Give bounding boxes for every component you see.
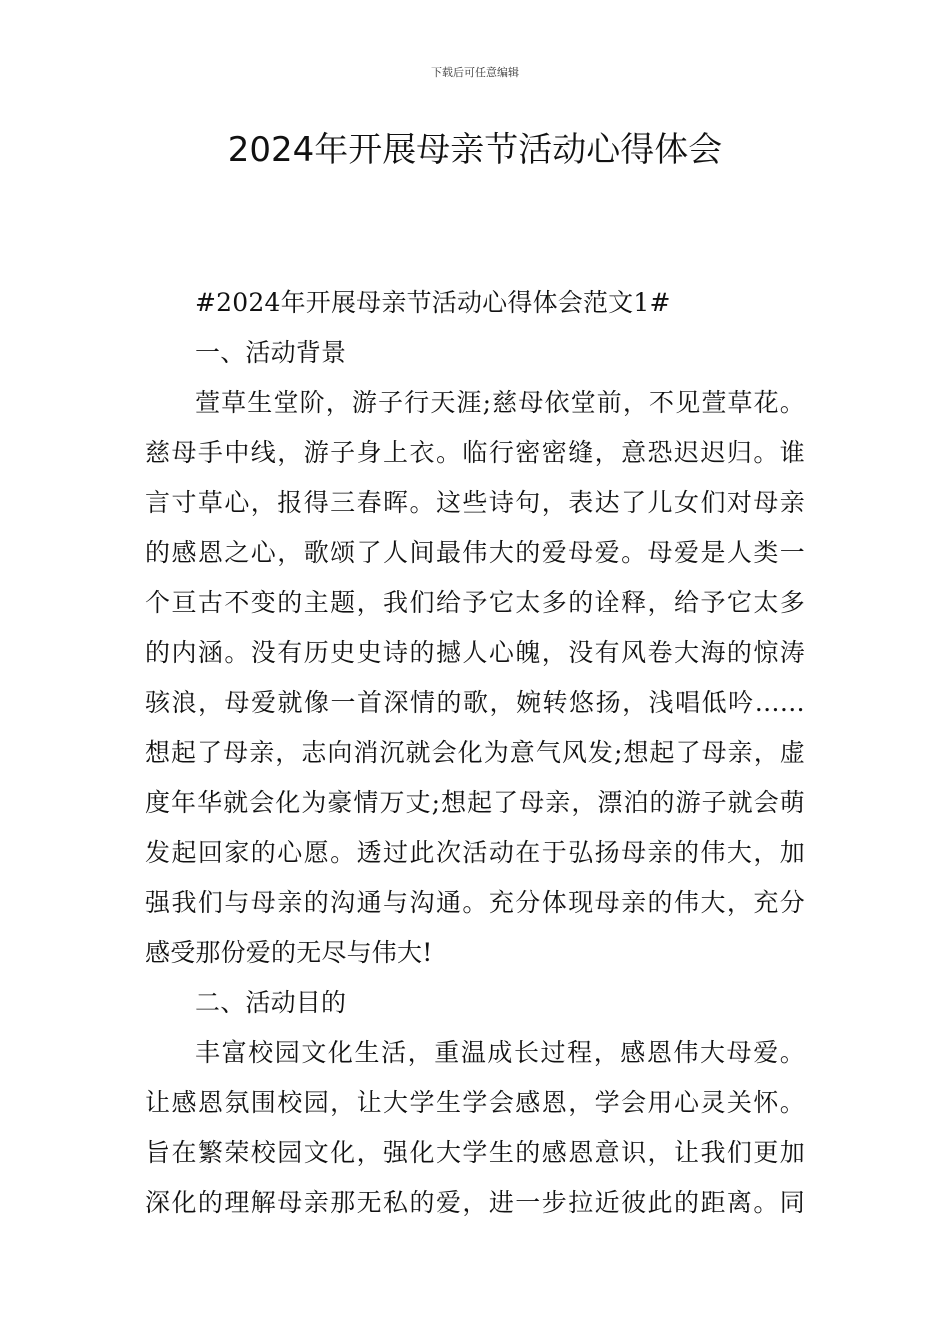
text-line: 想起了母亲，志向消沉就会化为意气风发;想起了母亲，虚	[145, 738, 805, 767]
text-line: 言寸草心，报得三春晖。这些诗句，表达了儿女们对母亲	[145, 488, 805, 517]
text-line: 强我们与母亲的沟通与沟通。充分体现母亲的伟大，充分	[145, 888, 805, 917]
text-line: 的感恩之心，歌颂了人间最伟大的爱母爱。母爱是人类一	[145, 538, 805, 567]
text-line: 度年华就会化为豪情万丈;想起了母亲，漂泊的游子就会萌	[145, 788, 805, 817]
text-line: 发起回家的心愿。透过此次活动在于弘扬母亲的伟大，加	[145, 838, 805, 867]
text-line: 感受那份爱的无尽与伟大!	[145, 938, 433, 967]
document-title: 2024年开展母亲节活动心得体会	[227, 130, 723, 170]
text-line: 的内涵。没有历史史诗的撼人心魄，没有风卷大海的惊涛	[145, 638, 805, 667]
text-line: #2024年开展母亲节活动心得体会范文1#	[195, 288, 671, 317]
text-line: 一、活动背景	[195, 338, 347, 367]
document-body	[145, 278, 805, 1228]
header-note: 下载后可任意编辑	[431, 66, 519, 79]
text-line: 二、活动目的	[195, 988, 347, 1017]
text-line: 旨在繁荣校园文化，强化大学生的感恩意识，让我们更加	[145, 1138, 805, 1167]
text-line: 丰富校园文化生活，重温成长过程，感恩伟大母爱。	[195, 1038, 805, 1067]
text-line: 骇浪，母爱就像一首深情的歌，婉转悠扬，浅唱低吟……	[145, 688, 805, 717]
text-line: 让感恩氛围校园，让大学生学会感恩，学会用心灵关怀。	[145, 1088, 805, 1117]
text-line: 慈母手中线，游子身上衣。临行密密缝，意恐迟迟归。谁	[145, 438, 805, 467]
text-line: 个亘古不变的主题，我们给予它太多的诠释，给予它太多	[145, 588, 805, 617]
text-line: 深化的理解母亲那无私的爱，进一步拉近彼此的距离。同	[145, 1188, 805, 1217]
text-line: 萱草生堂阶，游子行天涯;慈母依堂前，不见萱草花。	[195, 388, 805, 417]
